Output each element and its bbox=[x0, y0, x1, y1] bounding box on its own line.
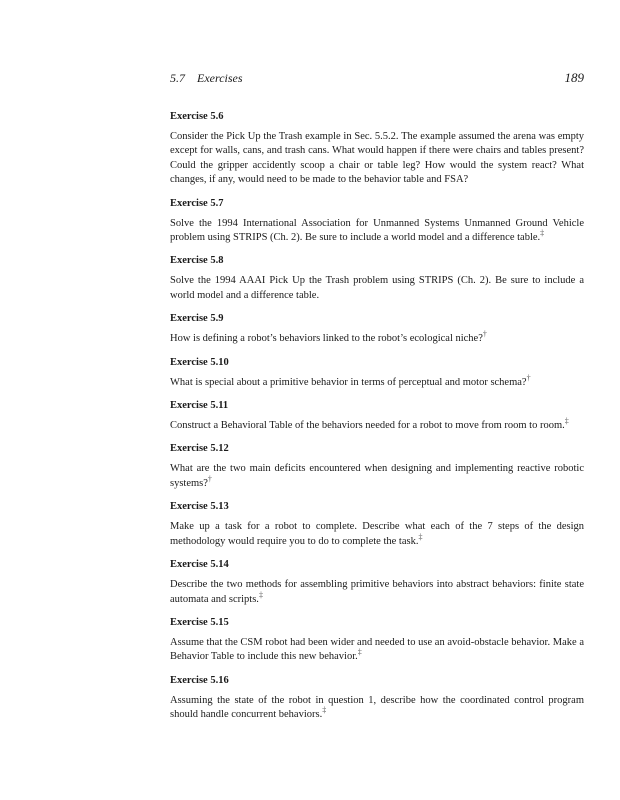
section-heading: 5.7 Exercises bbox=[170, 71, 243, 85]
difficulty-mark: † bbox=[482, 329, 487, 339]
exercise-body: What is special about a primitive behavior in terms of perceptual and motor schema?† bbox=[170, 373, 531, 388]
exercise-body: Solve the 1994 International Association for Unmanned Systems Unmanned Ground Vehicle problem using STRIPS (Ch. 2). Be sure to include a world model and a difference table.‡ bbox=[170, 217, 584, 244]
difficulty-mark: ‡ bbox=[418, 532, 423, 542]
exercise-body: What are the two main deficits encountered when designing and implementing reactive robotic systems?† bbox=[170, 463, 584, 489]
difficulty-mark: † bbox=[207, 474, 212, 484]
exercise-body: Construct a Behavioral Table of the behaviors needed for a robot to move from room to room.‡ bbox=[170, 416, 569, 432]
exercise-body: Assume that the CSM robot had been wider and needed to use an avoid-obstacle behavior. Make a Behavior Table to include this new behavior.‡ bbox=[170, 636, 584, 663]
exercise-body: Make up a task for a robot to complete. Describe what each of the 7 steps of the design methodology would require you to do to complete the task.‡ bbox=[170, 521, 584, 547]
exercise-body: How is defining a robot’s behaviors linked to the robot’s ecological niche?† bbox=[170, 329, 487, 345]
exercise-5-14 bbox=[170, 558, 584, 607]
exercise-title: Exercise 5.6 bbox=[170, 111, 224, 122]
exercise-5-13 bbox=[170, 500, 584, 549]
exercise-5-8 bbox=[170, 254, 584, 303]
exercise-title: Exercise 5.16 bbox=[170, 674, 229, 686]
difficulty-mark: ‡ bbox=[258, 590, 263, 599]
exercise-title: Exercise 5.14 bbox=[170, 559, 229, 571]
exercise-title: Exercise 5.11 bbox=[170, 400, 229, 412]
exercise-5-7 bbox=[170, 197, 584, 246]
running-head bbox=[170, 70, 584, 88]
exercise-title: Exercise 5.13 bbox=[170, 501, 229, 513]
exercise-title: Exercise 5.9 bbox=[170, 313, 224, 325]
exercise-body: Describe the two methods for assembling primitive behaviors into abstract behaviors: finite state automata and scripts.‡ bbox=[170, 579, 584, 605]
exercise-5-15 bbox=[170, 616, 584, 665]
exercise-5-9 bbox=[170, 312, 584, 346]
exercise-5-10 bbox=[170, 356, 584, 390]
exercise-title: Exercise 5.7 bbox=[170, 197, 224, 209]
difficulty-mark: ‡ bbox=[322, 705, 327, 715]
page-number: 189 bbox=[564, 70, 584, 85]
exercise-title: Exercise 5.15 bbox=[170, 616, 229, 628]
exercise-5-6 bbox=[170, 110, 584, 188]
book-page bbox=[170, 70, 584, 732]
exercise-body: Consider the Pick Up the Trash example in Sec. 5.5.2. The example assumed the arena was empty except for walls, cans, and trash cans. What would happen if there were chairs and tables present? Could the gripper accidently scoop a chair or table leg? How would the system react? What changes, if any, would need to be made to the behavior table and FSA? bbox=[170, 131, 584, 186]
exercise-title: Exercise 5.8 bbox=[170, 255, 224, 267]
exercise-title: Exercise 5.12 bbox=[170, 443, 229, 455]
exercise-5-12 bbox=[170, 442, 584, 491]
exercise-body: Assuming the state of the robot in question 1, describe how the coordinated control program should handle concurrent behaviors.‡ bbox=[170, 694, 584, 721]
difficulty-mark: ‡ bbox=[357, 647, 362, 657]
exercise-body: Solve the 1994 AAAI Pick Up the Trash problem using STRIPS (Ch. 2). Be sure to include a world model and a difference table. bbox=[170, 275, 584, 301]
exercise-title: Exercise 5.10 bbox=[170, 356, 229, 368]
difficulty-mark: † bbox=[526, 373, 531, 383]
difficulty-mark: ‡ bbox=[540, 228, 545, 238]
exercise-5-16 bbox=[170, 674, 584, 723]
difficulty-mark: ‡ bbox=[564, 416, 569, 426]
exercise-5-11 bbox=[170, 399, 584, 433]
